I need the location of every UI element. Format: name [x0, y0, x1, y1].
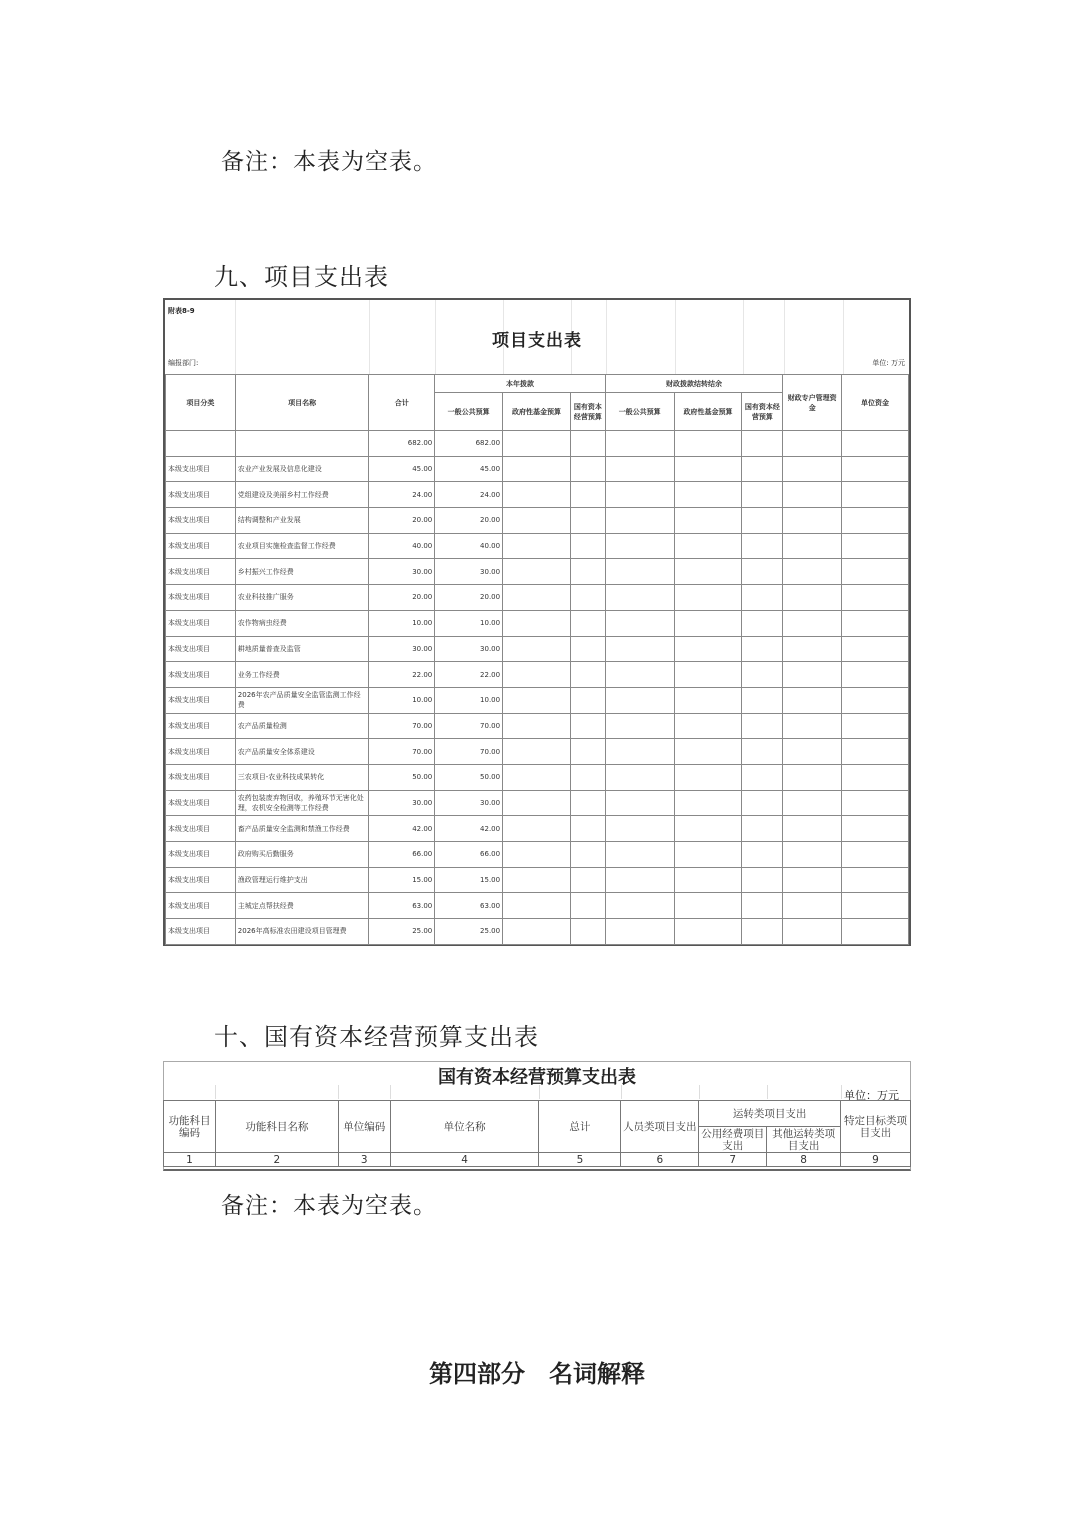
empty-cell — [783, 816, 842, 842]
row-general: 24.00 — [435, 482, 503, 508]
t9-h-total: 合计 — [369, 375, 435, 431]
empty-cell — [503, 764, 571, 790]
row-project-name: 农业产业发展及信息化建设 — [235, 456, 369, 482]
empty-cell — [842, 739, 909, 765]
empty-cell — [605, 893, 674, 919]
empty-cell — [783, 687, 842, 713]
empty-cell — [742, 456, 783, 482]
empty-cell — [605, 842, 674, 868]
empty-cell — [783, 739, 842, 765]
empty-cell — [742, 662, 783, 688]
empty-cell — [742, 482, 783, 508]
row-project-name: 农业科技推广服务 — [235, 585, 369, 611]
t10-h-name: 功能科目名称 — [215, 1101, 338, 1153]
section10-heading: 十、国有资本经营预算支出表 — [214, 1023, 539, 1051]
row-general: 22.00 — [435, 662, 503, 688]
row-project-name: 2026年高标准农田建设项目管理费 — [235, 919, 369, 945]
empty-cell — [570, 456, 605, 482]
empty-cell — [842, 559, 909, 585]
t10-h-total: 总计 — [539, 1101, 621, 1153]
empty-cell — [783, 508, 842, 534]
empty-cell — [674, 585, 742, 611]
t9-total-row — [166, 431, 909, 457]
empty-cell — [674, 816, 742, 842]
empty-cell — [674, 533, 742, 559]
empty-cell — [842, 893, 909, 919]
empty-cell — [605, 687, 674, 713]
empty-cell — [503, 687, 571, 713]
row-total: 63.00 — [369, 893, 435, 919]
row-general: 20.00 — [435, 508, 503, 534]
t10-h-unit-name: 单位名称 — [390, 1101, 539, 1153]
table-row — [166, 662, 909, 688]
empty-cell — [570, 790, 605, 816]
row-total: 40.00 — [369, 533, 435, 559]
empty-cell — [605, 713, 674, 739]
t10-col-number: 8 — [767, 1153, 841, 1167]
empty-cell — [570, 867, 605, 893]
empty-cell — [503, 456, 571, 482]
empty-cell — [742, 533, 783, 559]
empty-cell — [605, 739, 674, 765]
row-project-name: 乡村振兴工作经费 — [235, 559, 369, 585]
t10-title: 国有资本经营预算支出表 — [438, 1067, 636, 1088]
empty-cell — [783, 764, 842, 790]
row-general: 70.00 — [435, 739, 503, 765]
empty-cell — [783, 842, 842, 868]
row-project-name: 农产品质量安全体系建设 — [235, 739, 369, 765]
row-total: 10.00 — [369, 610, 435, 636]
row-category: 本级支出项目 — [166, 790, 236, 816]
row-total: 70.00 — [369, 739, 435, 765]
empty-cell — [570, 739, 605, 765]
state-capital-table — [163, 1061, 911, 1171]
empty-cell — [503, 585, 571, 611]
t10-h-special: 特定目标类项目支出 — [841, 1101, 911, 1153]
row-total: 20.00 — [369, 508, 435, 534]
empty-cell — [674, 636, 742, 662]
t9-h-gov-fund: 政府性基金预算 — [503, 393, 571, 431]
row-project-name: 农产品质量检测 — [235, 713, 369, 739]
project-expenditure-table — [163, 298, 911, 946]
t10-h-public: 公用经费项目支出 — [699, 1127, 767, 1153]
t9-h-state-capital: 国有资本经营预算 — [570, 393, 605, 431]
empty-cell — [842, 764, 909, 790]
empty-cell — [570, 533, 605, 559]
empty-cell — [674, 713, 742, 739]
empty-cell — [742, 559, 783, 585]
row-general: 15.00 — [435, 867, 503, 893]
empty-cell — [503, 816, 571, 842]
row-general: 70.00 — [435, 713, 503, 739]
note-top: 备注：本表为空表。 — [221, 149, 437, 175]
empty-cell — [503, 559, 571, 585]
empty-cell — [570, 482, 605, 508]
empty-cell — [605, 482, 674, 508]
empty-cell — [605, 533, 674, 559]
empty-cell — [783, 559, 842, 585]
t10-col-number: 3 — [338, 1153, 390, 1167]
empty-cell — [742, 919, 783, 945]
table-row — [166, 456, 909, 482]
empty-cell — [570, 687, 605, 713]
empty-cell — [674, 919, 742, 945]
empty-cell — [570, 842, 605, 868]
row-category: 本级支出项目 — [166, 816, 236, 842]
t9-total-amount: 682.00 — [369, 431, 435, 457]
empty-cell — [674, 687, 742, 713]
row-general: 20.00 — [435, 585, 503, 611]
table-row — [166, 713, 909, 739]
table-row — [166, 533, 909, 559]
t10-col-number: 1 — [164, 1153, 216, 1167]
empty-cell — [605, 610, 674, 636]
t10-col-number: 6 — [621, 1153, 699, 1167]
empty-cell — [570, 559, 605, 585]
empty-cell — [674, 867, 742, 893]
empty-cell — [503, 713, 571, 739]
t10-col-number: 9 — [841, 1153, 911, 1167]
empty-cell — [842, 842, 909, 868]
empty-cell — [503, 662, 571, 688]
empty-cell — [570, 508, 605, 534]
empty-cell — [674, 610, 742, 636]
empty-cell — [570, 764, 605, 790]
empty-cell — [842, 790, 909, 816]
row-project-name: 农业项目实施检查监督工作经费 — [235, 533, 369, 559]
empty-cell — [605, 764, 674, 790]
t9-grid — [165, 374, 909, 945]
empty-cell — [674, 508, 742, 534]
t9-h-name: 项目名称 — [235, 375, 369, 431]
t10-col-number: 4 — [390, 1153, 539, 1167]
empty-cell — [605, 508, 674, 534]
row-category: 本级支出项目 — [166, 739, 236, 765]
row-total: 15.00 — [369, 867, 435, 893]
t10-col-number: 5 — [539, 1153, 621, 1167]
table-row — [166, 508, 909, 534]
row-category: 本级支出项目 — [166, 508, 236, 534]
empty-cell — [570, 816, 605, 842]
row-category: 本级支出项目 — [166, 533, 236, 559]
table-row — [166, 687, 909, 713]
t9-h-category: 项目分类 — [166, 375, 236, 431]
row-project-name: 党组建设及美丽乡村工作经费 — [235, 482, 369, 508]
row-total: 45.00 — [369, 456, 435, 482]
empty-cell — [742, 713, 783, 739]
row-category: 本级支出项目 — [166, 610, 236, 636]
row-total: 24.00 — [369, 482, 435, 508]
empty-cell — [570, 636, 605, 662]
empty-cell — [783, 893, 842, 919]
empty-cell — [742, 636, 783, 662]
empty-cell — [783, 456, 842, 482]
empty-cell — [742, 610, 783, 636]
t9-h-general: 一般公共预算 — [435, 393, 503, 431]
empty-cell — [842, 816, 909, 842]
t9-unit: 单位: 万元 — [872, 359, 905, 367]
empty-cell — [842, 713, 909, 739]
row-total: 50.00 — [369, 764, 435, 790]
empty-cell — [570, 893, 605, 919]
row-total: 22.00 — [369, 662, 435, 688]
row-general: 40.00 — [435, 533, 503, 559]
empty-cell — [605, 867, 674, 893]
section9-heading: 九、项目支出表 — [214, 263, 389, 291]
table-row — [166, 816, 909, 842]
empty-cell — [842, 636, 909, 662]
empty-cell — [783, 662, 842, 688]
row-category: 本级支出项目 — [166, 893, 236, 919]
empty-cell — [674, 482, 742, 508]
empty-cell — [570, 919, 605, 945]
t10-col-number: 2 — [215, 1153, 338, 1167]
table-row — [166, 790, 909, 816]
row-general: 45.00 — [435, 456, 503, 482]
row-category: 本级支出项目 — [166, 482, 236, 508]
empty-cell — [742, 842, 783, 868]
row-general: 30.00 — [435, 559, 503, 585]
empty-cell — [842, 867, 909, 893]
empty-cell — [783, 585, 842, 611]
empty-cell — [674, 842, 742, 868]
t9-h-special: 财政专户管理资金 — [783, 375, 842, 431]
row-general: 10.00 — [435, 610, 503, 636]
empty-cell — [674, 456, 742, 482]
empty-cell — [605, 636, 674, 662]
t9-h-general2: 一般公共预算 — [605, 393, 674, 431]
t9-h-unit-funds: 单位资金 — [842, 375, 909, 431]
table-row — [166, 610, 909, 636]
row-project-name: 农作物病虫经费 — [235, 610, 369, 636]
empty-cell — [503, 482, 571, 508]
empty-cell — [842, 610, 909, 636]
empty-cell — [842, 482, 909, 508]
row-project-name: 渔政管理运行维护支出 — [235, 867, 369, 893]
empty-cell — [605, 662, 674, 688]
empty-cell — [674, 739, 742, 765]
row-project-name: 业务工作经费 — [235, 662, 369, 688]
empty-cell — [503, 739, 571, 765]
empty-cell — [674, 790, 742, 816]
empty-cell — [674, 764, 742, 790]
empty-cell — [742, 764, 783, 790]
empty-cell — [674, 662, 742, 688]
empty-cell — [503, 533, 571, 559]
empty-cell — [842, 662, 909, 688]
empty-cell — [742, 585, 783, 611]
table-row — [166, 585, 909, 611]
empty-cell — [570, 585, 605, 611]
row-category: 本级支出项目 — [166, 867, 236, 893]
empty-cell — [742, 508, 783, 534]
row-general: 30.00 — [435, 790, 503, 816]
t10-h-transfer: 运转类项目支出 — [699, 1101, 841, 1127]
empty-cell — [783, 919, 842, 945]
t10-grid — [163, 1100, 911, 1167]
row-general: 10.00 — [435, 687, 503, 713]
empty-cell — [742, 816, 783, 842]
row-category: 本级支出项目 — [166, 559, 236, 585]
note-bottom: 备注：本表为空表。 — [221, 1193, 437, 1219]
row-total: 30.00 — [369, 790, 435, 816]
row-total: 10.00 — [369, 687, 435, 713]
empty-cell — [570, 610, 605, 636]
empty-cell — [783, 533, 842, 559]
empty-cell — [503, 919, 571, 945]
t10-unit: 单位：万元 — [844, 1089, 899, 1102]
empty-cell — [742, 739, 783, 765]
empty-cell — [570, 713, 605, 739]
t9-attachment-label: 附表8-9 — [168, 307, 195, 315]
row-project-name: 主城定点帮扶经费 — [235, 893, 369, 919]
empty-cell — [503, 893, 571, 919]
empty-cell — [783, 610, 842, 636]
row-general: 50.00 — [435, 764, 503, 790]
row-project-name: 三农项目-农业科技成果转化 — [235, 764, 369, 790]
t10-number-row — [164, 1153, 911, 1167]
row-category: 本级支出项目 — [166, 456, 236, 482]
row-project-name: 农药包装废弃物回收，养殖环节无害化处理，农机安全检测等工作经费 — [235, 790, 369, 816]
row-general: 30.00 — [435, 636, 503, 662]
row-category: 本级支出项目 — [166, 713, 236, 739]
empty-cell — [842, 508, 909, 534]
empty-cell — [783, 636, 842, 662]
empty-cell — [570, 662, 605, 688]
row-total: 20.00 — [369, 585, 435, 611]
empty-cell — [674, 893, 742, 919]
row-category: 本级支出项目 — [166, 636, 236, 662]
empty-cell — [503, 610, 571, 636]
t9-total-general: 682.00 — [435, 431, 503, 457]
empty-cell — [783, 790, 842, 816]
row-project-name: 畜产品质量安全监测和禁渔工作经费 — [235, 816, 369, 842]
part4-title: 第四部分 名词解释 — [429, 1359, 645, 1388]
empty-cell — [503, 842, 571, 868]
empty-cell — [742, 687, 783, 713]
empty-cell — [742, 790, 783, 816]
row-general: 63.00 — [435, 893, 503, 919]
row-general: 66.00 — [435, 842, 503, 868]
row-general: 42.00 — [435, 816, 503, 842]
row-project-name: 政府购买后勤服务 — [235, 842, 369, 868]
t9-dept: 编报部门: — [168, 359, 199, 367]
empty-cell — [842, 687, 909, 713]
empty-cell — [783, 713, 842, 739]
t10-h-code: 功能科目编码 — [164, 1101, 216, 1153]
row-category: 本级支出项目 — [166, 585, 236, 611]
empty-cell — [742, 867, 783, 893]
empty-cell — [783, 482, 842, 508]
table-row — [166, 842, 909, 868]
row-general: 25.00 — [435, 919, 503, 945]
table-row — [166, 559, 909, 585]
row-total: 70.00 — [369, 713, 435, 739]
table-row — [166, 919, 909, 945]
row-total: 66.00 — [369, 842, 435, 868]
row-category: 本级支出项目 — [166, 687, 236, 713]
row-total: 30.00 — [369, 636, 435, 662]
table-row — [166, 739, 909, 765]
t10-h-personnel: 人员类项目支出 — [621, 1101, 699, 1153]
row-project-name: 耕地质量普查及监管 — [235, 636, 369, 662]
empty-cell — [605, 456, 674, 482]
table-row — [166, 893, 909, 919]
empty-cell — [605, 790, 674, 816]
row-total: 30.00 — [369, 559, 435, 585]
empty-cell — [842, 919, 909, 945]
empty-cell — [842, 585, 909, 611]
t10-h-other: 其他运转类项目支出 — [767, 1127, 841, 1153]
empty-cell — [674, 559, 742, 585]
table-row — [166, 867, 909, 893]
t9-h-state-capital2: 国有资本经营预算 — [742, 393, 783, 431]
t9-h-carryover: 财政拨款结转结余 — [605, 375, 782, 393]
empty-cell — [503, 867, 571, 893]
table-row — [166, 636, 909, 662]
row-category: 本级支出项目 — [166, 662, 236, 688]
t9-h-gov-fund2: 政府性基金预算 — [674, 393, 742, 431]
t9-h-this-year: 本年拨款 — [435, 375, 606, 393]
t10-h-unit-code: 单位编码 — [338, 1101, 390, 1153]
row-project-name: 结构调整和产业发展 — [235, 508, 369, 534]
empty-cell — [842, 533, 909, 559]
table-row — [166, 482, 909, 508]
empty-cell — [605, 919, 674, 945]
row-project-name: 2026年农产品质量安全监管监测工作经费 — [235, 687, 369, 713]
empty-cell — [503, 508, 571, 534]
t9-title: 项目支出表 — [492, 331, 582, 351]
empty-cell — [605, 816, 674, 842]
empty-cell — [605, 585, 674, 611]
empty-cell — [742, 893, 783, 919]
row-category: 本级支出项目 — [166, 842, 236, 868]
empty-cell — [842, 456, 909, 482]
empty-cell — [503, 636, 571, 662]
empty-cell — [605, 559, 674, 585]
empty-cell — [503, 790, 571, 816]
empty-cell — [783, 867, 842, 893]
row-total: 42.00 — [369, 816, 435, 842]
table-row — [166, 764, 909, 790]
row-total: 25.00 — [369, 919, 435, 945]
row-category: 本级支出项目 — [166, 764, 236, 790]
t10-col-number: 7 — [699, 1153, 767, 1167]
row-category: 本级支出项目 — [166, 919, 236, 945]
